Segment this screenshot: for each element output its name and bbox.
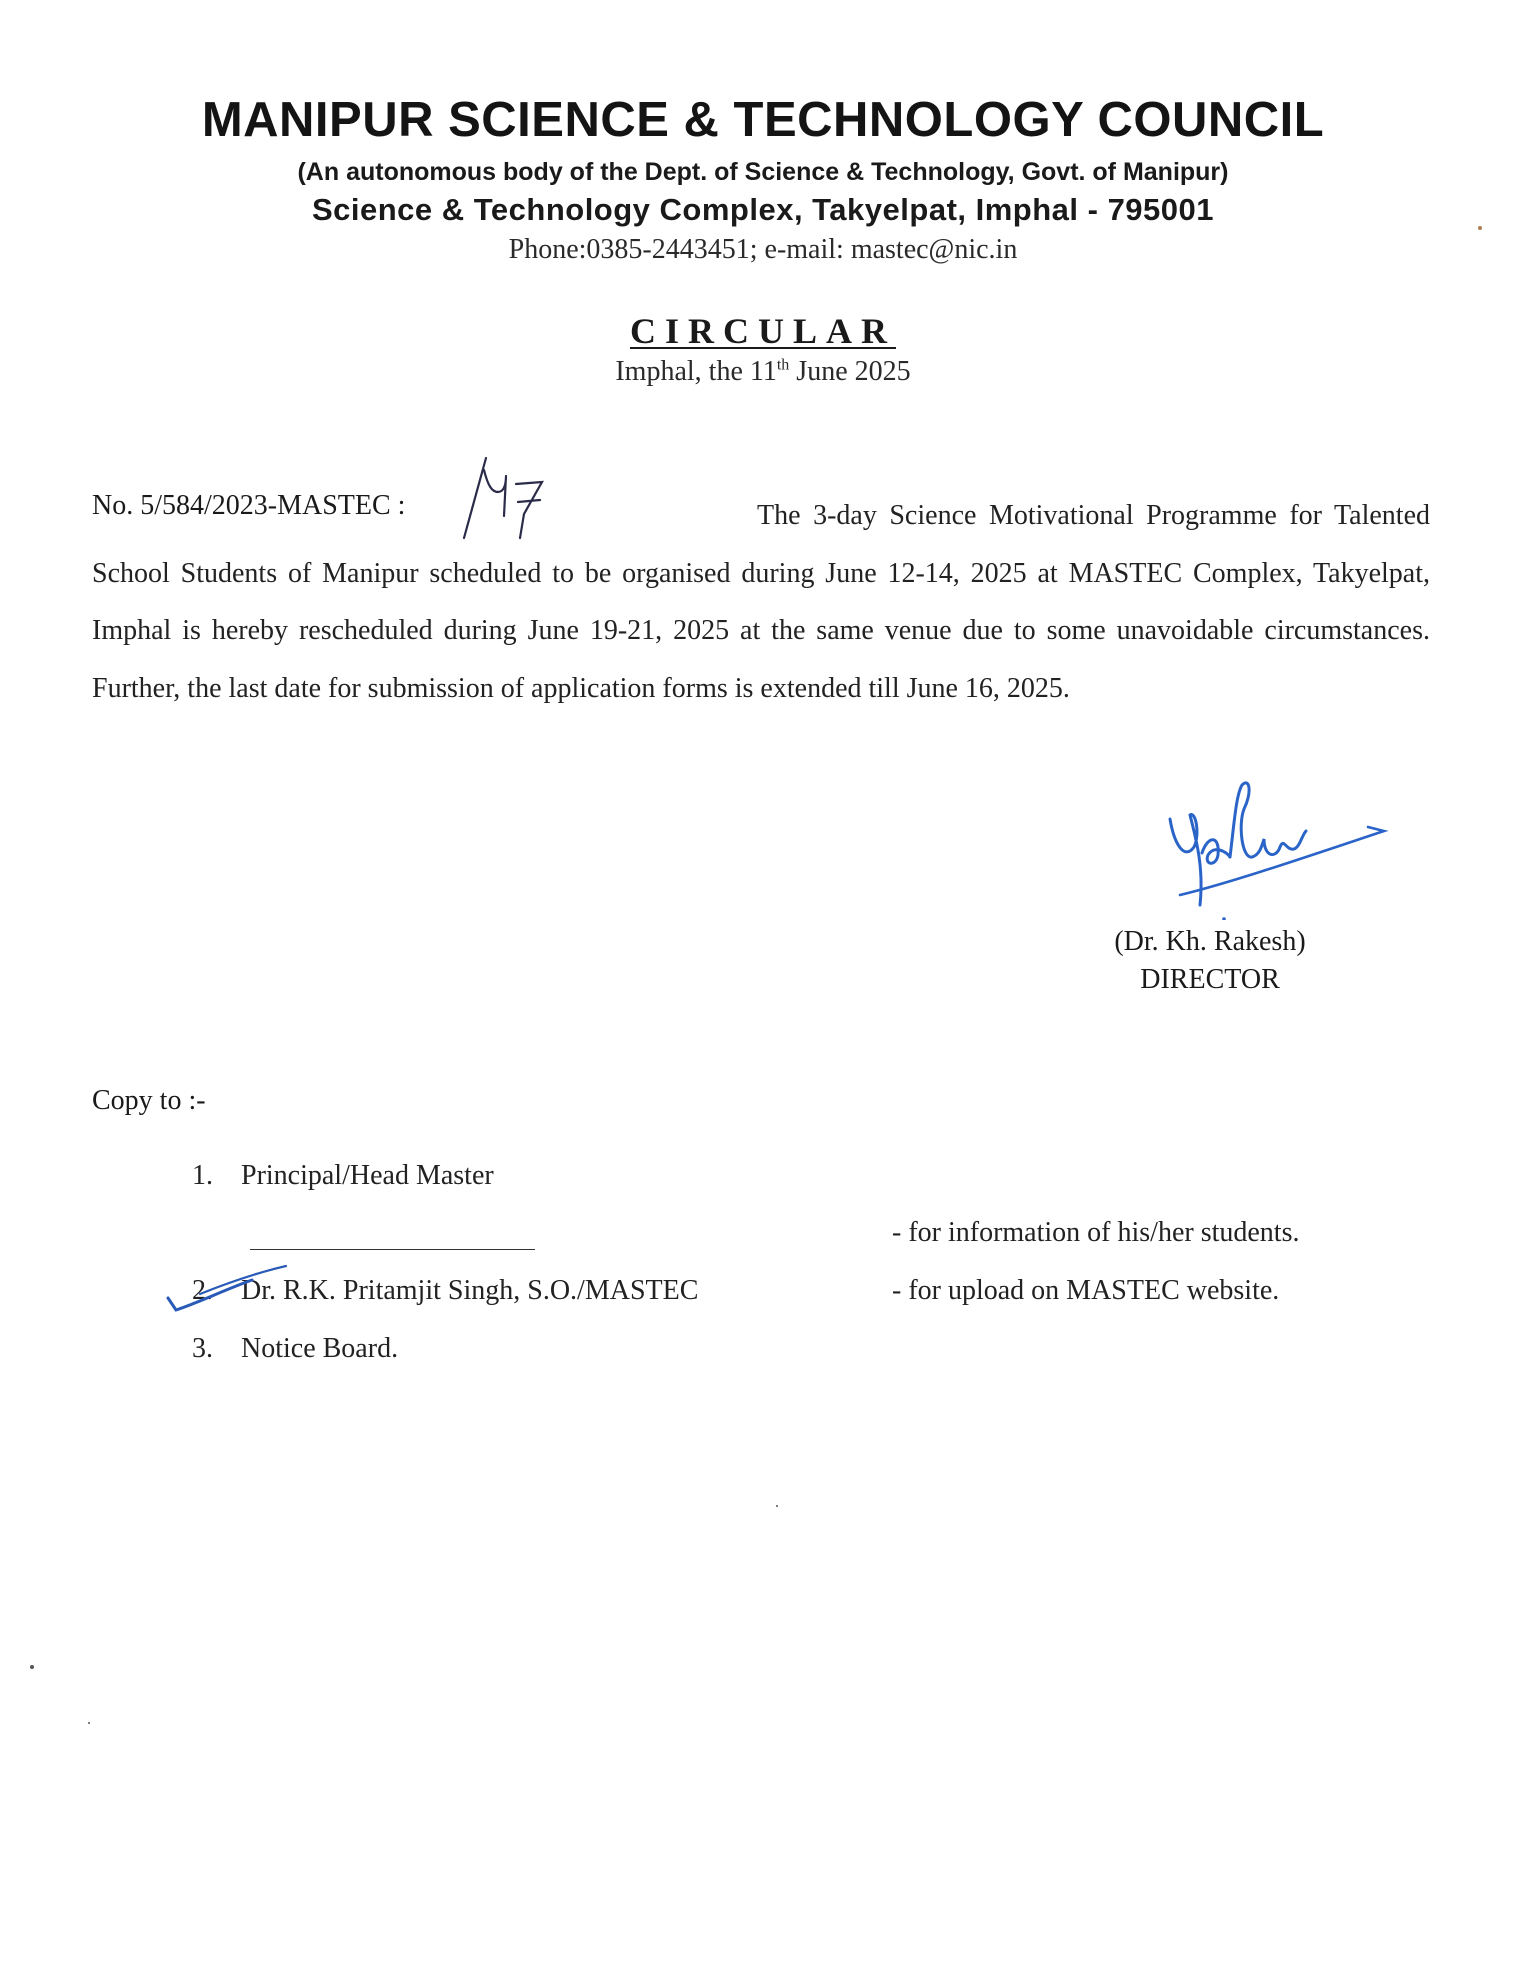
organization-subtitle: (An autonomous body of the Dept. of Science & Technology, Govt. of Manipur) [297, 158, 1229, 186]
date-prefix: Imphal, the 11 [615, 356, 777, 387]
scan-speck [88, 1722, 90, 1724]
circular-heading [0, 310, 1526, 352]
scan-speck [1478, 226, 1482, 230]
signatory-name: (Dr. Kh. Rakesh) [1114, 926, 1306, 957]
copy-purpose-upload: - for upload on MASTEC website. [892, 1275, 1280, 1306]
copy-item-text: Notice Board. [241, 1333, 399, 1364]
organization-contact: Phone:0385-2443451; e-mail: mastec@nic.in [508, 234, 1018, 265]
organization-title: MANIPUR SCIENCE & TECHNOLOGY COUNCIL [201, 93, 1325, 147]
copy-item-text: Dr. R.K. Pritamjit Singh, S.O./MASTEC [241, 1275, 699, 1306]
handwritten-tick-mark [160, 1262, 290, 1312]
circular-body: The 3-day Science Motivational Programme for Talented School Students of Manipur scheduled to be organised during June 12-14, 2025 at MASTEC Complex, Takyelpat, Imphal is hereby rescheduled during June 19-21, 2025 at the same venue due to some unavoidable circumstances. Further, the last date for submission of application forms is extended till June 16, 2025. [92, 500, 1430, 704]
copy-item-number: 2. [192, 1275, 213, 1306]
copy-to-heading: Copy to :- [92, 1085, 206, 1116]
copy-item-text: Principal/Head Master [241, 1160, 494, 1191]
blank-name-line [250, 1249, 535, 1250]
signatory-title: DIRECTOR [1140, 964, 1280, 995]
scan-speck [776, 1505, 778, 1507]
copy-item-number: 1. [192, 1160, 213, 1191]
copy-purpose-information: - for information of his/her students. [892, 1217, 1300, 1248]
reference-number: No. 5/584/2023-MASTEC : [92, 490, 406, 521]
circular-date [0, 356, 1526, 388]
organization-address: Science & Technology Complex, Takyelpat, Imphal - 795001 [311, 192, 1215, 227]
date-suffix: June 2025 [789, 356, 911, 387]
scan-speck [30, 1665, 34, 1669]
circular-heading-text: CIRCULAR [629, 311, 896, 351]
copy-item-number: 3. [192, 1333, 213, 1364]
director-signature [1160, 775, 1390, 920]
date-superscript: th [776, 356, 790, 374]
